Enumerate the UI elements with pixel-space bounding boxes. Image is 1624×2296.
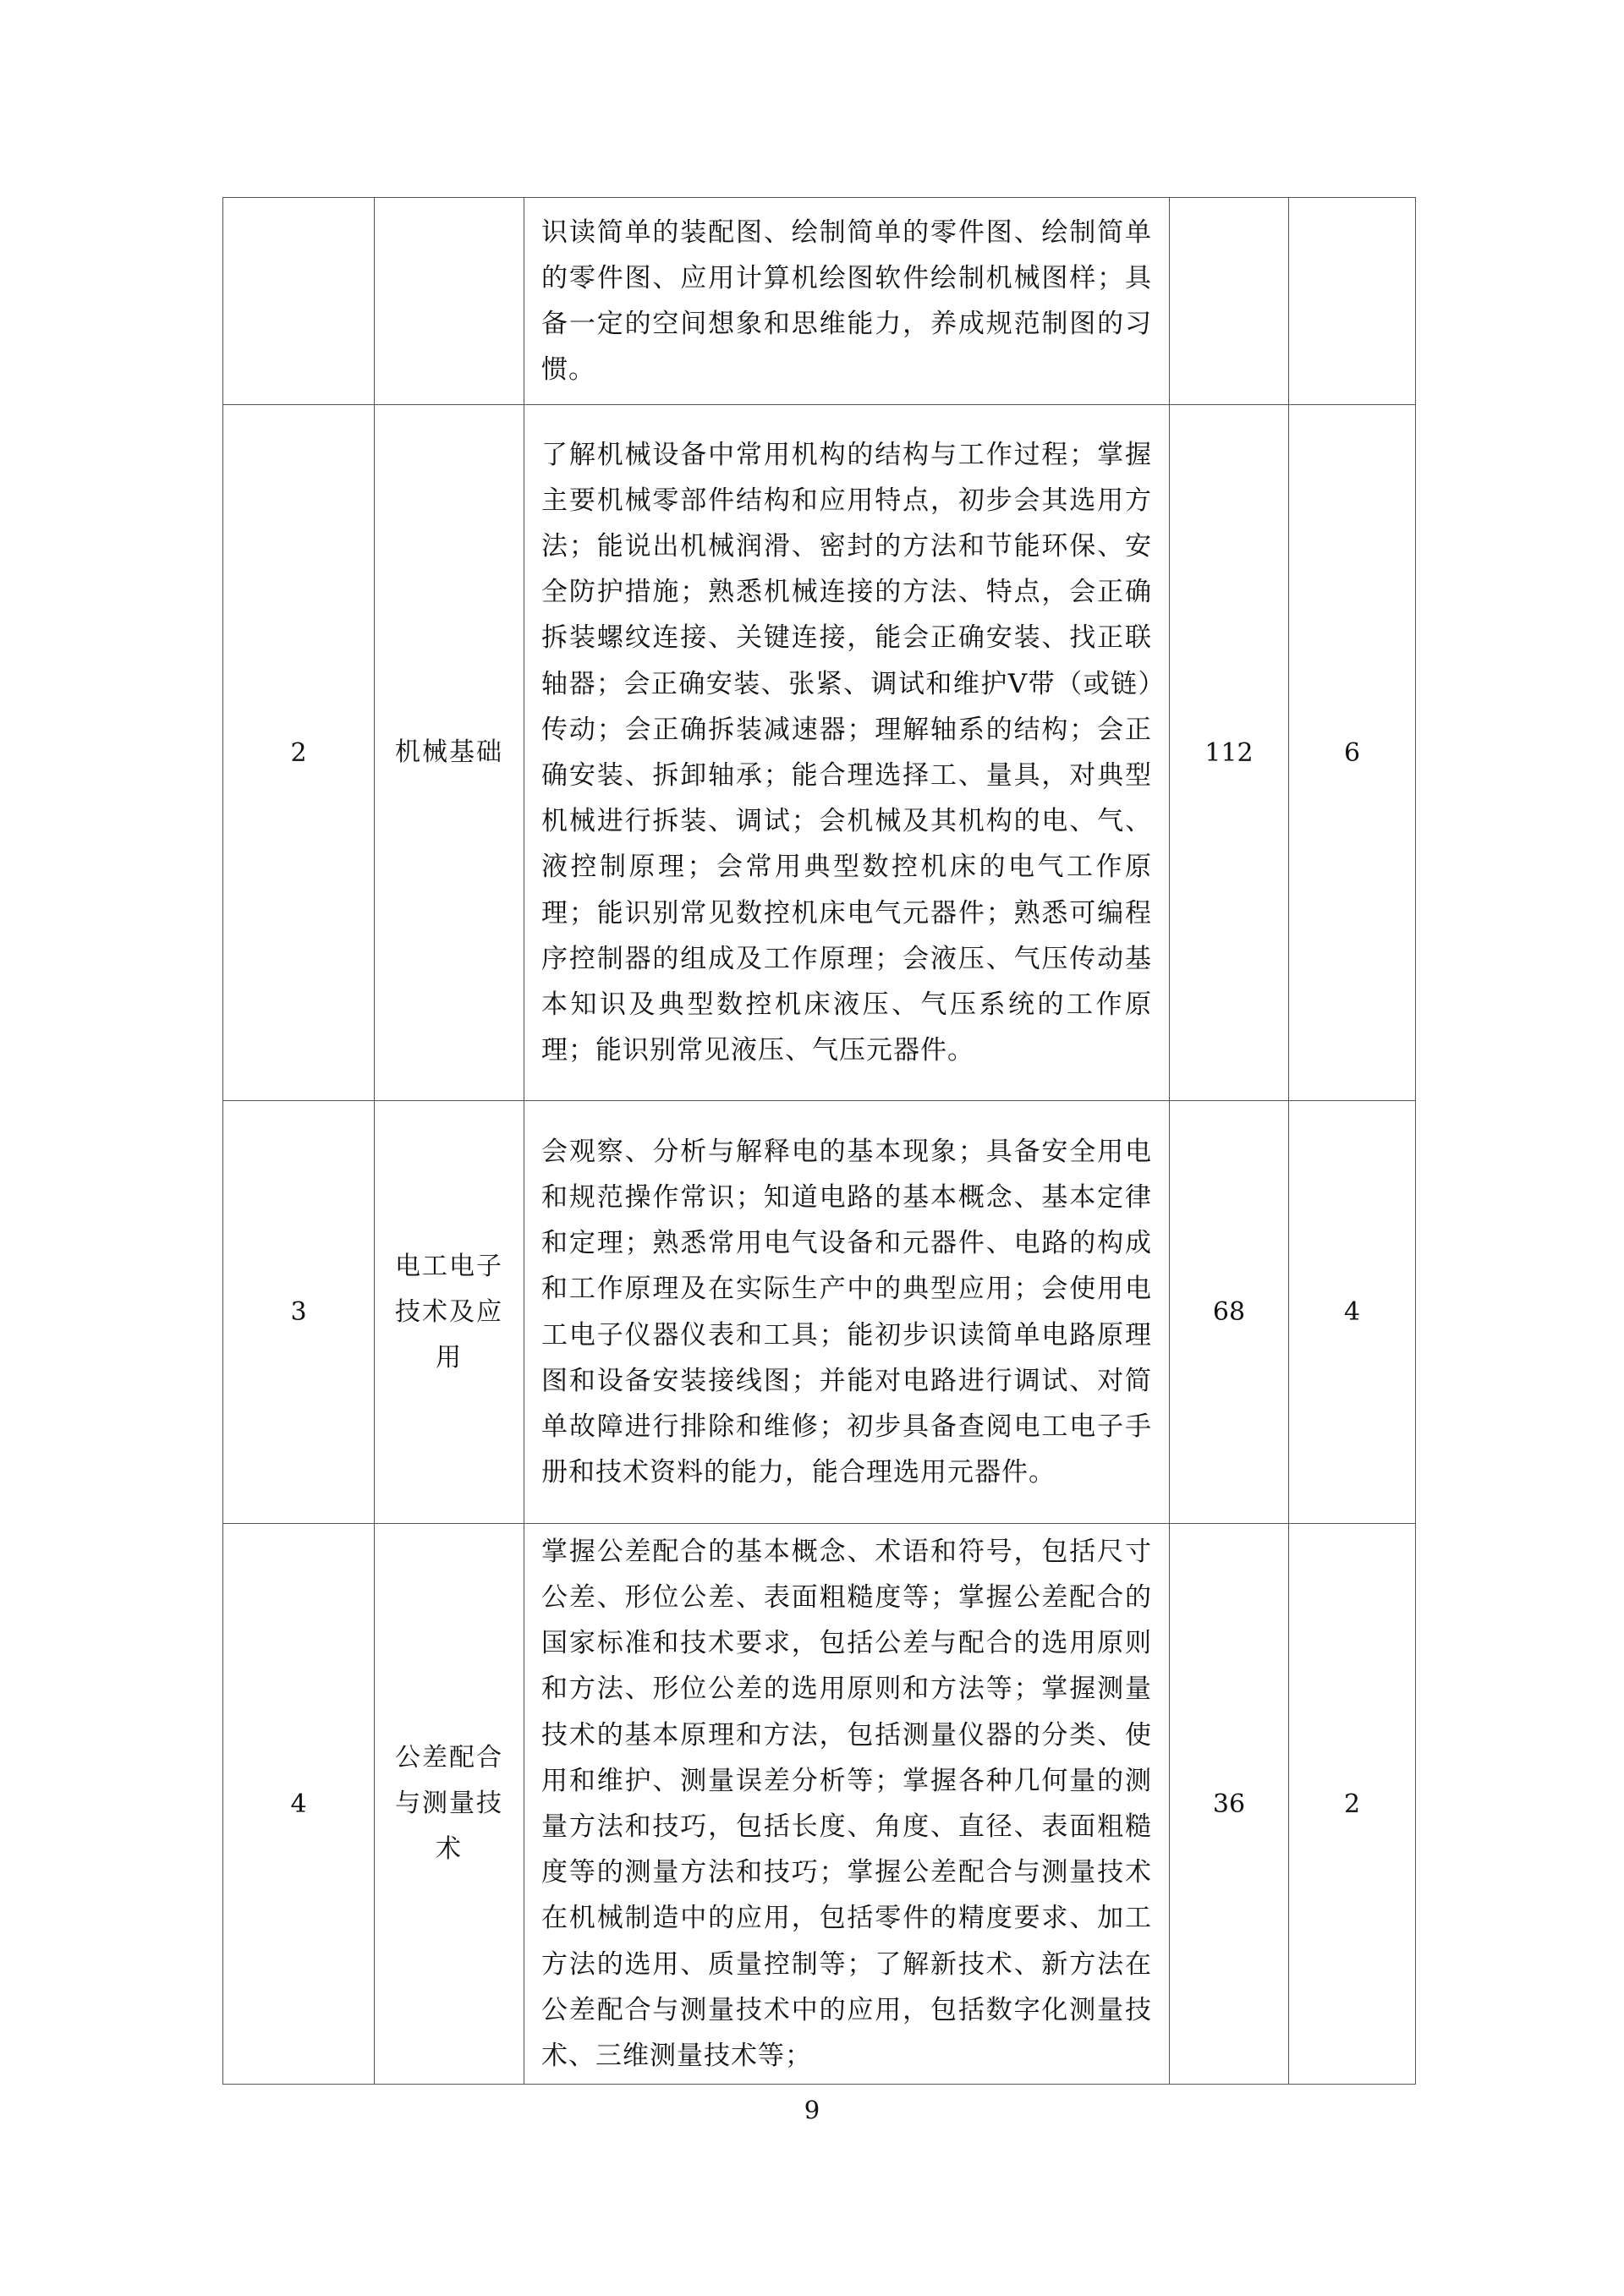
table-row (223, 1101, 1416, 1524)
course-name-cell (375, 1101, 524, 1524)
curriculum-table (222, 197, 1416, 2085)
course-content-cell (524, 405, 1170, 1101)
table-row (223, 1524, 1416, 2085)
course-name-cell (375, 198, 524, 405)
course-name-cell (375, 1524, 524, 2085)
page-number: 9 (804, 2096, 820, 2124)
course-credits-cell (1289, 198, 1416, 405)
course-name: 机械基础 (395, 737, 503, 767)
course-content-cell (524, 1101, 1170, 1524)
course-content: 掌握公差配合的基本概念、术语和符号，包括尺寸公差、形位公差、表面粗糙度等；掌握公差配合的国家标准和技术要求，包括公差与配合的选用原则和方法、形位公差的选用原则和方法等；掌握测量技术的基本原理和方法，包括测量仪器的分类、使用和维护、测量误差分析等；掌握各种几何量的测量方法和技巧，包括长度、角度、直径、表面粗糙度等的测量方法和技巧；掌握公差配合与测量技术在机械制造中的应用，包括零件的精度要求、加工方法的选用、质量控制等；了解新技术、新方法在公差配合与测量技术中的应用，包括数字化测量技术、三维测量技术等； (541, 1536, 1152, 2072)
course-credits-cell: 4 (1289, 1101, 1416, 1524)
course-content: 会观察、分析与解释电的基本现象；具备安全用电和规范操作常识；知道电路的基本概念、基本定律和定理；熟悉常用电气设备和元器件、电路的构成和工作原理及在实际生产中的典型应用；会使用电工电子仪器仪表和工具；能初步识读简单电路原理图和设备安装接线图；并能对电路进行调试、对简单故障进行排除和维修；初步具备查阅电工电子手册和技术资料的能力，能合理选用元器件。 (541, 1136, 1152, 1488)
table-row (223, 198, 1416, 405)
course-number-cell (223, 198, 375, 405)
course-credits-cell: 2 (1289, 1524, 1416, 2085)
course-name: 公差配合与测量技术 (395, 1743, 503, 1864)
course-content: 识读简单的装配图、绘制简单的零件图、绘制简单的零件图、应用计算机绘图软件绘制机械图样；具备一定的空间想象和思维能力，养成规范制图的习惯。 (541, 216, 1152, 386)
course-hours-cell: 68 (1170, 1101, 1289, 1524)
course-hours-cell (1170, 198, 1289, 405)
course-hours-cell: 36 (1170, 1524, 1289, 2085)
course-number-cell: 4 (223, 1524, 375, 2085)
course-name: 电工电子技术及应用 (395, 1251, 503, 1373)
course-content: 了解机械设备中常用机构的结构与工作过程；掌握主要机械零部件结构和应用特点，初步会其选用方法；能说出机械润滑、密封的方法和节能环保、安全防护措施；熟悉机械连接的方法、特点，会正确拆装螺纹连接、关键连接，能会正确安装、找正联轴器；会正确安装、张紧、调试和维护V带（或链）传动；会正确拆装减速器；理解轴系的结构；会正确安装、拆卸轴承；能合理选择工、量具，对典型机械进行拆装、调试；会机械及其机构的电、气、液控制原理；会常用典型数控机床的电气工作原理；能识别常见数控机床电气元器件；熟悉可编程序控制器的组成及工作原理；会液压、气压传动基本知识及典型数控机床液压、气压系统的工作原理；能识别常见液压、气压元器件。 (541, 439, 1152, 1066)
table-row (223, 405, 1416, 1101)
course-content-cell (524, 1524, 1170, 2085)
course-content-cell (524, 198, 1170, 405)
course-name-cell (375, 405, 524, 1101)
course-number-cell: 2 (223, 405, 375, 1101)
course-credits-cell: 6 (1289, 405, 1416, 1101)
course-number-cell: 3 (223, 1101, 375, 1524)
course-hours-cell: 112 (1170, 405, 1289, 1101)
